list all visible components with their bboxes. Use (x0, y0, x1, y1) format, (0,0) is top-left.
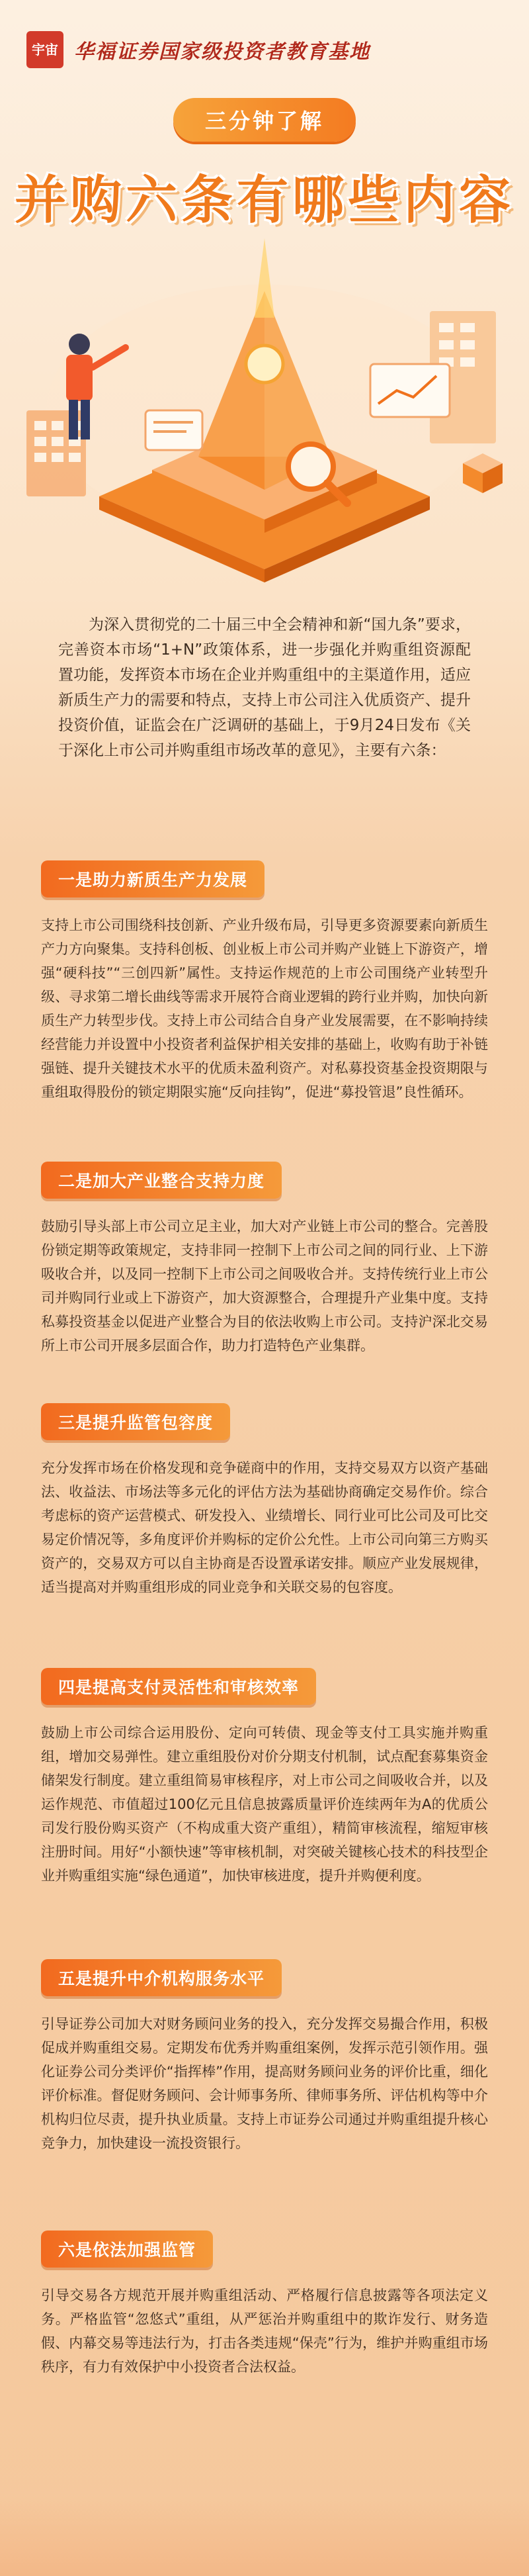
section-body: 鼓励上市公司综合运用股份、定向可转债、现金等支付工具实施并购重组，增加交易弹性。建立重组股份对价分期支付机制，试点配套募集资金储架发行制度。建立重组简易审核程序，对上市公司之间吸收合并，以及运作规范、市值超过100亿元且信息披露质量评价连续两年为A的优质公司发行股份购买资产（不构成重大资产重组），精简审核流程，缩短审核注册时间。用好“小额快速”等审核机制，对突破关键核心技术的科技型企业并购重组实施“绿色通道”，加快审核进度，提升并购便利度。 (41, 1725, 488, 1884)
section-body: 鼓励引导头部上市公司立足主业，加大对产业链上市公司的整合。完善股份锁定期等政策规定，支持非同一控制下上市公司之间的同行业、上下游吸收合并，以及同一控制下上市公司之间吸收合并。支持传统行业上市公司并购同行业或上下游资产，加大资源整合，合理提升产业集中度。支持私募投资基金以促进产业整合为目的依法收购上市公司。支持沪深北交易所上市公司开展多层面合作，助力打造特色产业集群。 (41, 1219, 488, 1354)
section-title: 一是助力新质生产力发展 (41, 860, 264, 897)
section-body: 支持上市公司围绕科技创新、产业升级布局，引导更多资源要素向新质生产力方向聚集。支持科创板、创业板上市公司并购产业链上下游资产，增强“硬科技”“三创四新”属性。支持运作规范的上市公司围绕产业转型升级、寻求第二增长曲线等需求开展符合商业逻辑的跨行业并购，加快向新质生产力转型步伐。支持上市公司结合自身产业发展需要，在不影响持续经营能力并设置中小投资者利益保护相关安排的基础上，收购有助于补链强链、提升关键技术水平的优质未盈利资产。对私募投资基金投资期限与重组取得股份的锁定期限实施“反向挂钩”，促进“募投管退”良性循环。 (41, 917, 488, 1100)
page-title: 并购六条有哪些内容 (14, 171, 514, 230)
section-title: 三是提升监管包容度 (41, 1403, 230, 1440)
section-title: 二是加大产业整合支持力度 (41, 1162, 282, 1199)
section-5 (41, 1959, 488, 2155)
logo: 宇宙 (26, 31, 63, 68)
section-1 (41, 860, 488, 1104)
section-title: 六是依法加强监管 (41, 2231, 213, 2268)
subtitle-pill: 三分钟了解 (173, 98, 356, 142)
section-3 (41, 1403, 488, 1599)
section-body: 引导交易各方规范开展并购重组活动、严格履行信息披露等各项法定义务。严格监管“忽悠式”重组，从严惩治并购重组中的欺诈发行、财务造假、内幕交易等违法行为，打击各类违规“保壳”行为，维护并购重组市场秩序，有力有效保护中小投资者合法权益。 (41, 2287, 488, 2375)
chart-board-icon (370, 364, 450, 417)
document-card-icon (145, 410, 202, 450)
intro-paragraph: 为深入贯彻党的二十届三中全会精神和新“国九条”要求，完善资本市场“1+N”政策体系，进一步强化并购重组资源配置功能，发挥资本市场在企业并购重组中的主渠道作用，适应新质生产力的需要和特点，支持上市公司注入优质资产、提升投资价值，证监会在广泛调研的基础上，于9月24日发布《关于深化上市公司并购重组市场改革的意见》，主要有六条： (58, 616, 471, 759)
header (26, 26, 503, 73)
section-4 (41, 1668, 488, 1888)
brand-name: 华福证券国家级投资者教育基地 (74, 40, 370, 64)
section-title: 四是提高支付灵活性和审核效率 (41, 1668, 316, 1705)
cube-icon (463, 453, 503, 493)
hero-illustration (0, 212, 529, 582)
footer-strip (0, 2497, 529, 2576)
section-2 (41, 1162, 488, 1357)
section-6 (41, 2231, 488, 2379)
section-body: 引导证券公司加大对财务顾问业务的投入，充分发挥交易撮合作用，积极促成并购重组交易。定期发布优秀并购重组案例，发挥示范引领作用。强化证券公司分类评价“指挥棒”作用，提高财务顾问业务的评价比重，细化评价标准。督促财务顾问、会计师事务所、律师事务所、评估机构等中介机构归位尽责，提升执业质量。支持上市证券公司通过并购重组提升核心竞争力，加快建设一流投资银行。 (41, 2016, 488, 2151)
section-title: 五是提升中介机构服务水平 (41, 1959, 282, 1996)
section-body: 充分发挥市场在价格发现和竞争磋商中的作用，支持交易双方以资产基础法、收益法、市场法等多元化的评估方法为基础协商确定交易作价。综合考虑标的资产运营模式、研发投入、业绩增长、同行业可比公司及可比交易定价情况等，多角度评价并购标的定价公允性。上市公司向第三方购买资产的，交易双方可以自主协商是否设置承诺安排。顺应产业发展规律，适当提高对并购重组形成的同业竞争和关联交易的包容度。 (41, 1460, 488, 1595)
